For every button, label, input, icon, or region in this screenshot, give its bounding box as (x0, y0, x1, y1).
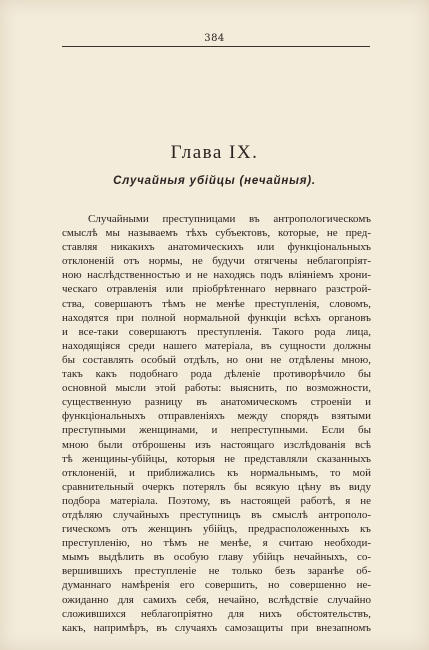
body-line: сложившихся неблагопріятно для нихъ обстоятельствъ, (62, 607, 371, 620)
chapter-subtitle: Случайныя убійцы (нечайныя). (113, 175, 316, 187)
body-line: подбора матеріала. Поэтому, въ настоящей работѣ, я не (62, 494, 371, 507)
body-line: основной мысли этой работы: выяснить, по возможности, (62, 382, 371, 395)
body-line: ною наслѣдственностью и не находясь подъ вліяніемъ хрони- (62, 269, 371, 282)
chapter-title: Глава IX. (170, 142, 259, 163)
body-line: такъ какъ подобнаго рода дѣленіе противорѣчило бы (62, 368, 371, 381)
page-number: 384 (204, 33, 225, 44)
body-line: ожиданно для самихъ себя, нечайно, вслѣдствіе случайно (62, 593, 371, 606)
body-line: преступными женщинами, и непреступными. Если бы (62, 424, 371, 437)
body-line: мною были отброшены изъ настоящаго изслѣдованія всѣ (62, 438, 371, 451)
body-line: отдѣляю случайныхъ преступницъ въ смыслѣ антрополо- (62, 508, 371, 521)
body-line: сравнительный очеркъ потерялъ бы всякую цѣну въ виду (62, 480, 371, 493)
header-rule (62, 46, 370, 47)
body-line: мымъ выдѣлить въ особую главу убійцъ нечайныхъ, со- (62, 551, 371, 564)
body-line: думаннаго намѣренія его совершить, но совершенно не- (62, 579, 371, 592)
body-text (62, 212, 371, 635)
body-line: ческаго отравленія или пріобрѣтеннаго нервнаго разстрой- (62, 283, 371, 296)
body-line: функціональныхъ отправленіяхъ между спорядъ взятыми (62, 410, 371, 423)
body-line: преступленію, но тѣмъ не менѣе, я считаю необходи- (62, 537, 371, 550)
body-line: ставляя никакихъ анатомическихъ или функціональныхъ (62, 241, 371, 254)
body-line: и все-таки совершаютъ преступленія. Такого рода лица, (62, 325, 371, 338)
body-line: тѣ женщины-убійцы, которыя не представляли сказанныхъ (62, 452, 371, 465)
body-line: находящіяся среди нашего матеріала, въ сущности должны (62, 339, 371, 352)
body-line: отклоненій, и приближались къ нормальнымъ, то мой (62, 466, 371, 479)
body-line: отклоненій отъ нормы, не будучи отягчены неблагопріят- (62, 255, 371, 268)
body-line: Случайными преступницами въ антропологическомъ (88, 213, 371, 225)
body-line: находятся при полной нормальной функціи всѣхъ органовъ (62, 311, 371, 324)
body-line: существенную разницу въ анатомическомъ строеніи и (62, 396, 371, 409)
body-line: вершившихъ преступленіе не только безъ заранѣе об- (62, 565, 371, 578)
body-line: ства, совершаютъ тѣмъ не менѣе преступленія, словомъ, (62, 297, 371, 310)
body-line: какъ, напримѣръ, въ случаяхъ самозащиты при внезапномъ (62, 621, 371, 634)
body-line: бы составлять особый отдѣлъ, но они не отдѣлены мною, (62, 353, 371, 366)
body-line: гическомъ отъ женщинъ убійцъ, предрасположенныхъ къ (62, 523, 371, 536)
body-line: смыслѣ мы называемъ тѣхъ субъектовъ, которые, не пред- (62, 227, 371, 240)
